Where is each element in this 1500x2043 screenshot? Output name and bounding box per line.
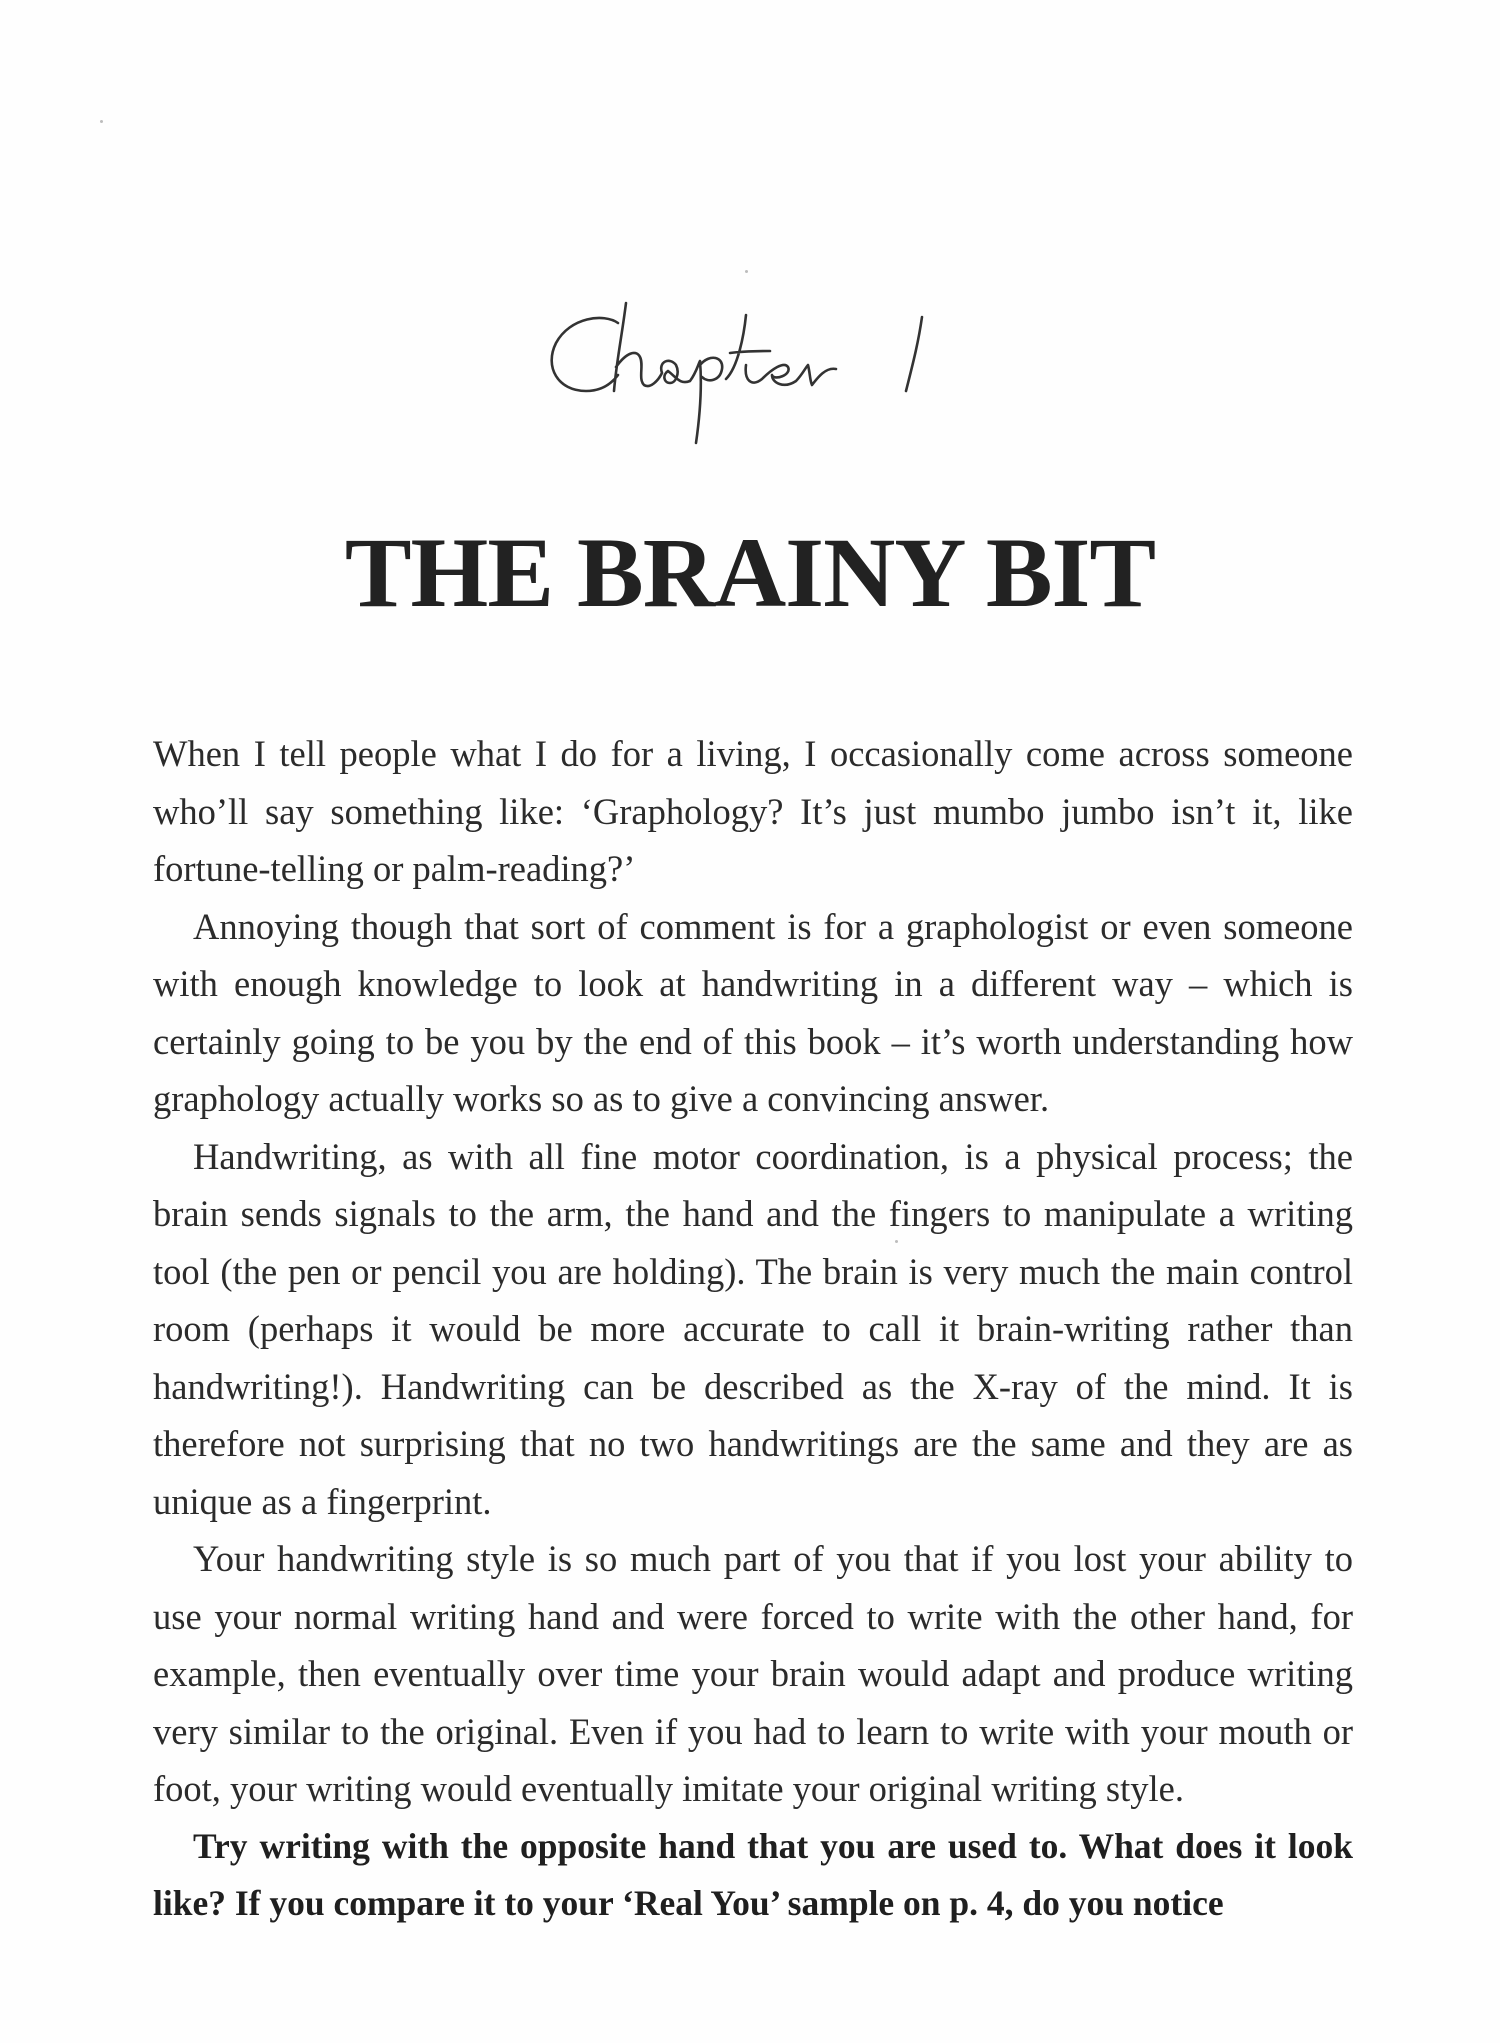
paper-speck: [100, 120, 103, 123]
chapter-script-drawing: [540, 295, 980, 445]
chapter-body: [153, 725, 1353, 1933]
chapter-script-label: [540, 295, 980, 445]
paragraph-5-exercise: Try writing with the opposite hand that you are used to. What does it look like? If you compare it to your ‘Real You’ sample on p. 4, do you notice: [153, 1825, 1353, 1923]
paragraph-4: Your handwriting style is so much part of you that if you lost your ability to use your normal writing hand and were forced to write with the other hand, for example, then eventually over time your brain would adapt and produce writing very similar to the original. Even if you had to learn to write with your mouth or foot, your writing would eventually imitate your original writing style.: [153, 1538, 1353, 1809]
paragraph-2: Annoying though that sort of comment is for a graphologist or even someone with enough knowledge to look at handwriting in a different way – which is certainly going to be you by the end of this book – it’s worth understanding how graphology actually works so as to give a convincing answer.: [153, 905, 1353, 1119]
paragraph-1: When I tell people what I do for a living, I occasionally come across someone who’ll say something like: ‘Graphology? It’s just mumbo jumbo isn’t it, like fortune-telling or palm-reading?’: [153, 733, 1353, 889]
chapter-title: THE BRAINY BIT: [344, 517, 1156, 628]
paragraph-3: Handwriting, as with all fine motor coordination, is a physical process; the brain sends signals to the arm, the hand and the fingers to manipulate a writing tool (the pen or pencil you are holding). The brain is very much the main control room (perhaps it would be more accurate to call it brain-writing rather than handwriting!). Handwriting can be described as the X-ray of the mind. It is therefore not surprising that no two handwritings are the same and they are as unique as a fingerprint.: [153, 1135, 1353, 1522]
paper-speck: [745, 270, 748, 273]
paper-speck: [895, 1240, 898, 1243]
